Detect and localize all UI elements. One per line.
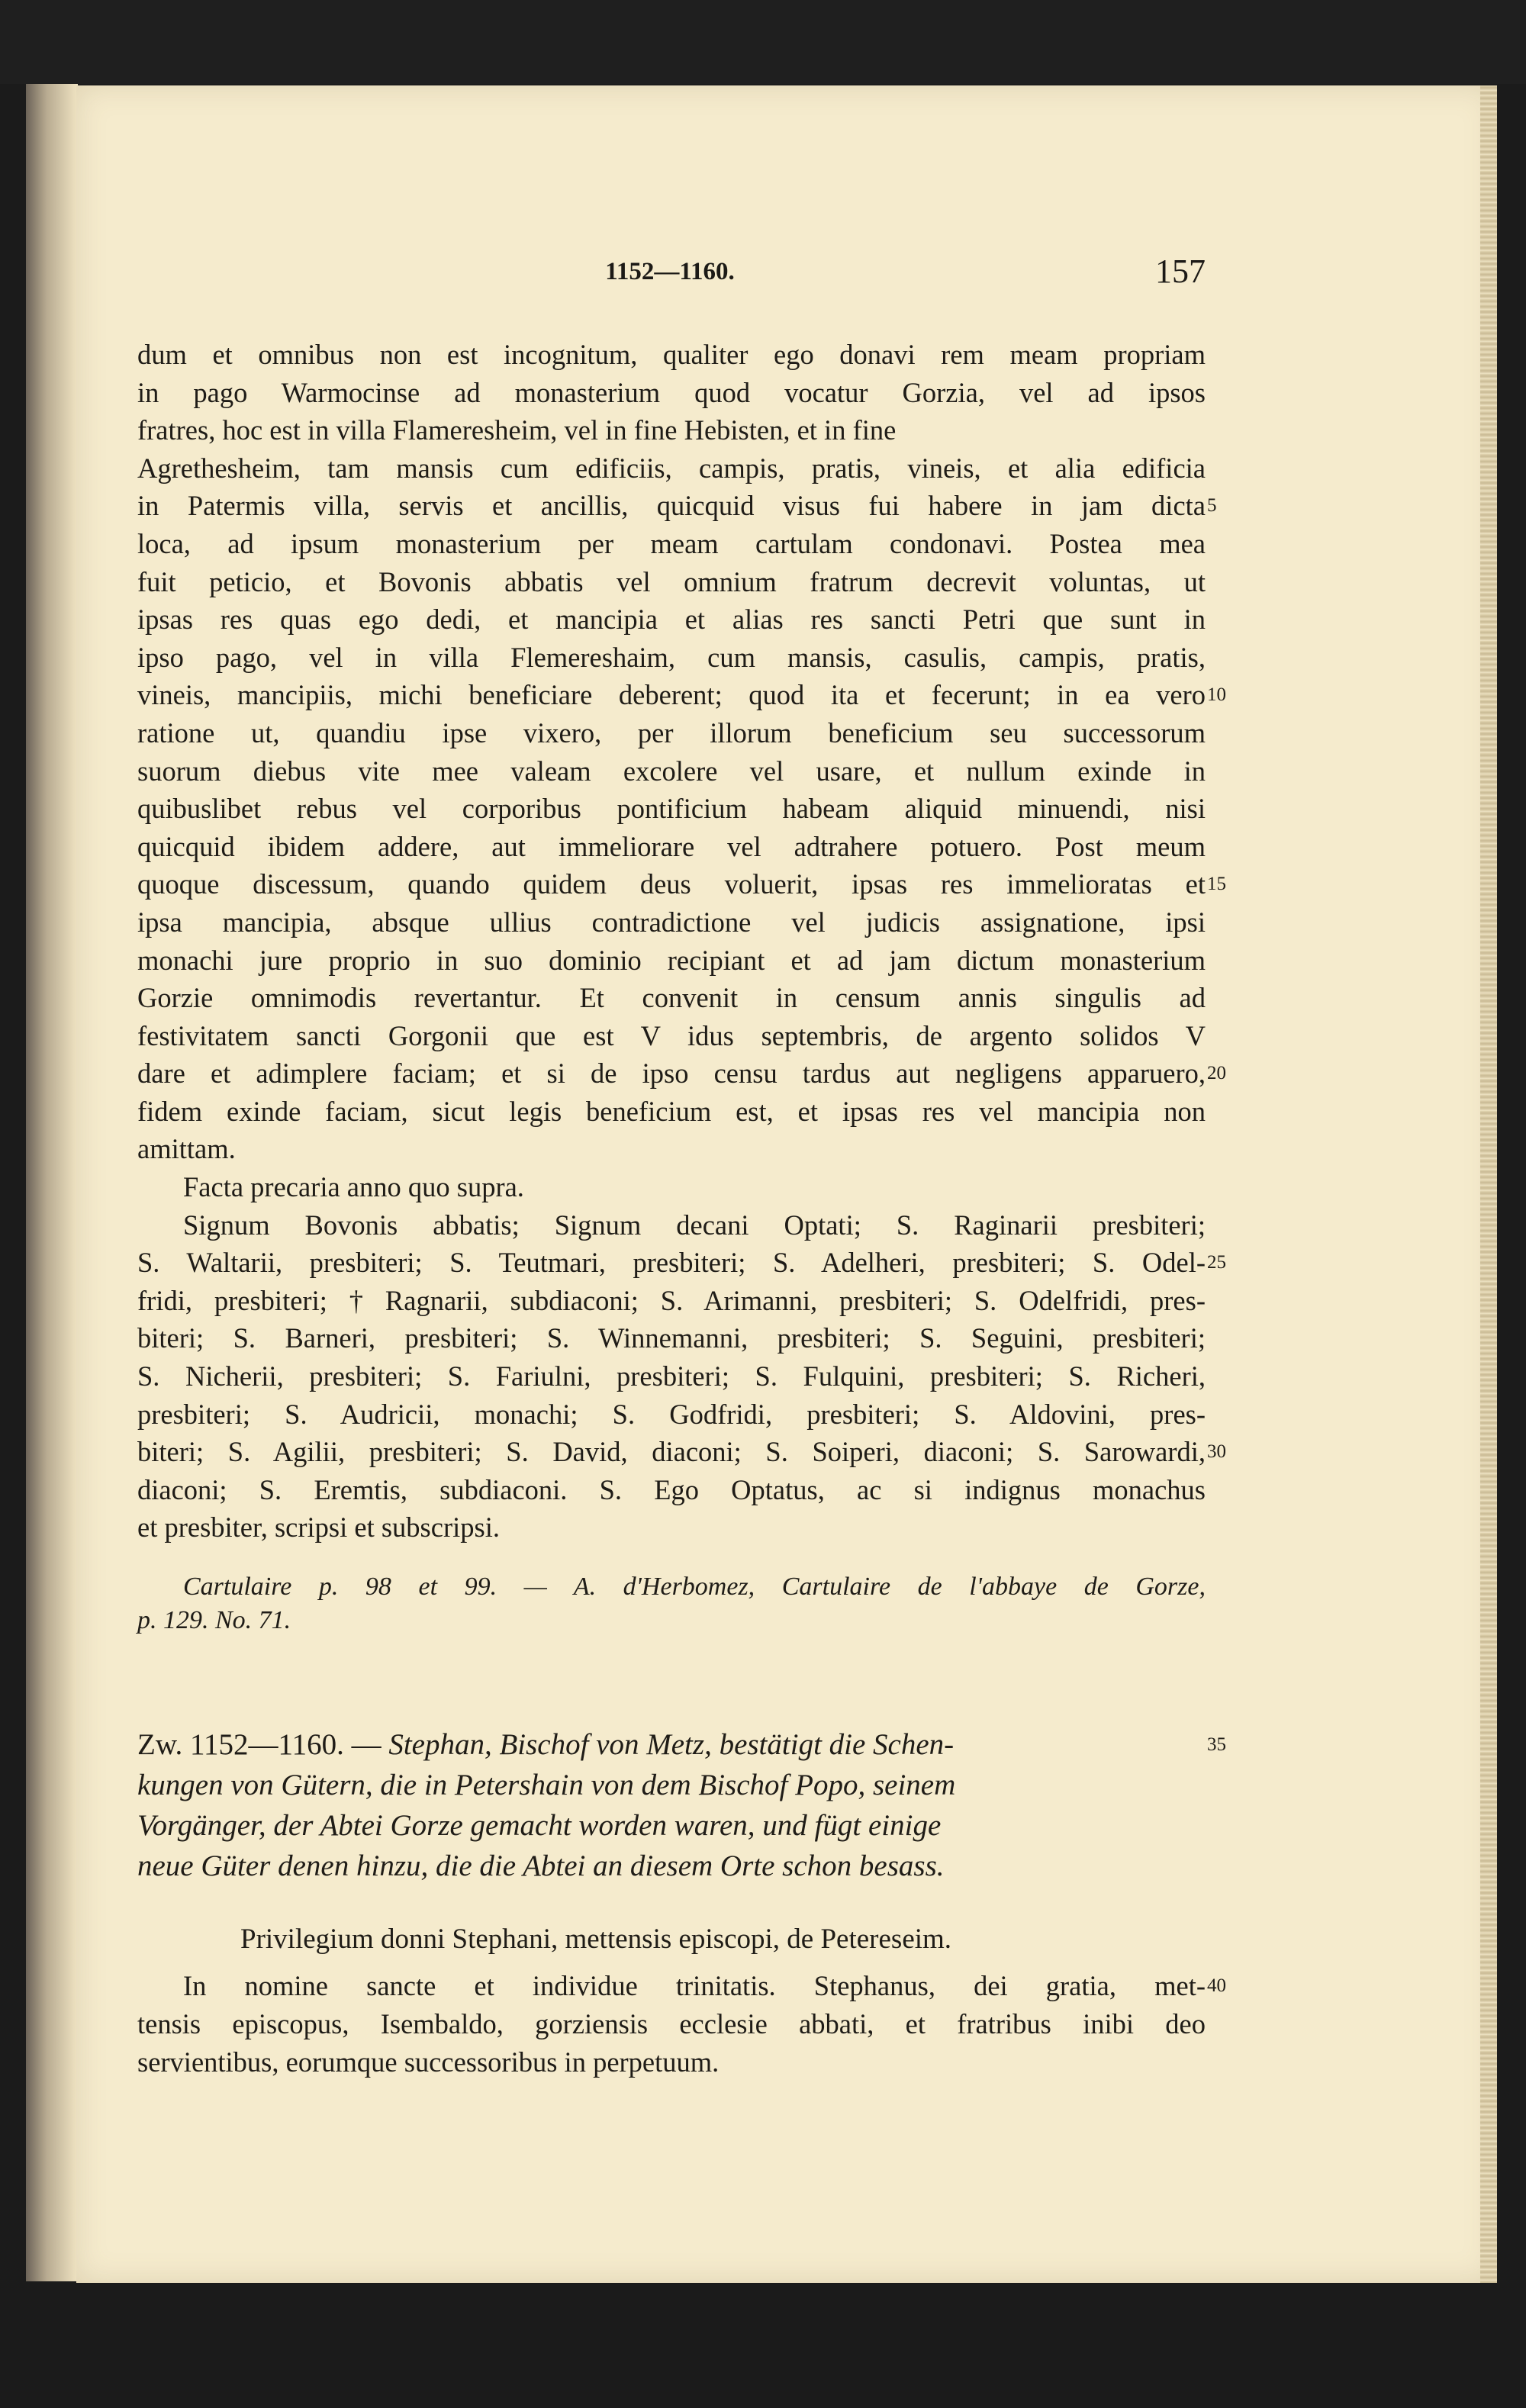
charter-text [137,336,1226,1547]
text-line [137,639,1206,677]
text-line [137,1396,1206,1434]
text-line [137,1471,1206,1509]
line-number: 40 [1207,1975,1226,1996]
text-line-text: amittam. [137,1133,236,1165]
text-line-text: Agrethesheim, tam mansis cum edificiis, campis, pratis, vineis, et alia edificia [137,452,1206,484]
text-line-text: et presbiter, scripsi et subscripsi. [137,1511,500,1544]
text-line-text: dare et adimplere faciam; et si de ipso censu tardus aut negligens apparuero, [137,1058,1206,1090]
text-line-text: biteri; S. Barneri, presbiteri; S. Winnemanni, presbiteri; S. Seguini, presbiteri; [137,1322,1206,1354]
line-number: 30 [1207,1441,1226,1463]
citation-line-text: Cartulaire p. 98 et 99. — A. d'Herbomez, Cartulaire de l'abbaye de Gorze, [183,1573,1206,1601]
charter-opening [137,1967,1226,2081]
text-line-text: S. Waltarii, presbiteri; S. Teutmari, presbiteri; S. Adelheri, presbiteri; S. Odel- [137,1247,1206,1279]
opening-line-text: tensis episcopus, Isembaldo, gorziensis ecclesie abbati, et fratribus inibi deo [137,2008,1206,2039]
text-line [137,942,1206,980]
citation-line [137,1604,1206,1637]
citation-line-text: p. 129. No. 71. [137,1606,291,1634]
text-line-text: ratione ut, quandiu ipse vixero, per illorum beneficium seu successorum [137,716,1206,748]
text-line-text: diaconi; S. Eremtis, subdiaconi. S. Ego Optatus, ac si indignus monachus [137,1473,1206,1505]
document-summary-line: neue Güter denen hinzu, die die Abtei an diesem Orte schon besass. [137,1849,945,1882]
text-line-text: fidem exinde faciam, sicut legis beneficium est, et ipsas res vel mancipia non [137,1095,1206,1127]
book-spine [26,84,78,2281]
text-line-text: Signum Bovonis abbatis; Signum decani Optati; S. Raginarii presbiteri; [183,1209,1206,1241]
opening-line-text: servientibus, eorumque successoribus in perpetuum. [137,2046,720,2078]
text-line [137,676,1226,714]
text-line [137,336,1206,374]
text-line [137,903,1206,942]
text-line-text: ipsa mancipia, absque ullius contradictione vel judicis assignatione, ipsi [137,906,1206,938]
opening-line [137,1967,1226,2005]
document-date: 1152—1160. — [189,1728,382,1761]
text-line-text: monachi jure proprio in suo dominio recipiant et ad jam dictum monasterium [137,944,1206,976]
document-header [137,1724,1226,1886]
text-line-text: quoque discessum, quando quidem deus voluerit, ipsas res immelioratas et [137,868,1206,900]
text-line-text: presbiteri; S. Audricii, monachi; S. Godfridi, presbiteri; S. Aldovini, pres- [137,1398,1206,1430]
document-summary-line: Vorgänger, der Abtei Gorze gemacht worden waren, und fügt einige [137,1809,942,1842]
text-line [137,449,1206,488]
text-line-text: dum et omnibus non est incognitum, qualiter ego donavi rem meam propriam [137,339,1206,370]
text-line [137,600,1206,639]
opening-line [137,2043,1206,2081]
text-line [137,487,1217,525]
text-line-text: biteri; S. Agilii, presbiteri; S. David, diaconi; S. Soiperi, diaconi; S. Sarowardi, [137,1436,1206,1468]
text-line-text: vineis, mancipiis, michi beneficiare deberent; quod ita et fecerunt; in ea vero [137,679,1206,711]
running-head [0,252,1526,298]
text-line-text: loca, ad ipsum monasterium per meam cartulam condonavi. Postea mea [137,527,1206,559]
line-number: 15 [1207,874,1226,895]
line-number: 5 [1207,495,1217,517]
text-line-text: ipsas res quas ego dedi, et mancipia et alias res sancti Petri que sunt in [137,604,1206,636]
text-line-text: in Patermis villa, servis et ancillis, quicquid visus fui habere in jam dicta [137,490,1206,522]
text-line-text: festivitatem sancti Gorgonii que est V idus septembris, de argento solidos V [137,1019,1206,1051]
text-line [137,790,1206,828]
document-summary-line: kungen von Gütern, die in Petershain von dem Bischof Popo, seinem [137,1769,956,1801]
text-line-text: fuit peticio, et Bovonis abbatis vel omnium fratrum decrevit voluntas, ut [137,565,1206,597]
text-line-text: Facta precaria anno quo supra. [183,1171,524,1203]
text-line [137,411,1206,449]
text-line [137,1093,1206,1131]
text-line [137,865,1226,903]
citation-line [137,1570,1206,1604]
text-line-text: Gorzie omnimodis revertantur. Et convenit in censum annis singulis ad [137,982,1206,1014]
scan-background [0,0,1526,84]
text-line-text: S. Nicherii, presbiteri; S. Fariulni, presbiteri; S. Fulquini, presbiteri; S. Richeri, [137,1360,1206,1392]
text-line-text: in pago Warmocinse ad monasterium quod vocatur Gorzia, vel ad ipsos [137,376,1206,408]
text-line [137,1319,1206,1357]
text-line [137,828,1206,866]
page-number: 157 [1155,253,1206,290]
text-line-text: fratres, hoc est in villa Flameresheim, vel in fine Hebisten, et in fine [137,414,897,446]
document-header-line-1 [137,1724,1226,1765]
text-line [137,1433,1226,1471]
text-line [137,1282,1206,1320]
line-number: 20 [1207,1063,1226,1084]
text-line [137,1017,1206,1055]
text-line-text: quibuslibet rebus vel corporibus pontificium habeam aliquid minuendi, nisi [137,793,1206,825]
text-line [137,563,1206,601]
document-summary-start: Stephan, Bischof von Metz, bestätigt die Schen- [388,1728,955,1761]
text-line [137,714,1206,752]
document-header-line-4 [137,1846,1206,1886]
document-header-line-3 [137,1805,1206,1846]
line-number: 25 [1207,1252,1226,1273]
text-line [137,1130,1206,1168]
document-header-line-2 [137,1765,1206,1805]
opening-line-text: In nomine sancte et individue trinitatis. Stephanus, dei gratia, met- [183,1970,1206,2001]
page-edge [1480,85,1497,2283]
text-line-text: quicquid ibidem addere, aut immeliorare vel adtrahere potuero. Post meum [137,830,1206,862]
text-line [137,1054,1226,1093]
text-line [137,752,1206,790]
citation [137,1570,1206,1637]
text-line-text: suorum diebus vite mee valeam excolere vel usare, et nullum exinde in [137,755,1206,787]
text-line [137,979,1206,1017]
rubric: Privilegium donni Stephani, mettensis episcopi, de Petereseim. [240,1924,952,1955]
document-prefix: Zw. [137,1728,183,1761]
text-line-text: fridi, presbiteri; † Ragnarii, subdiaconi; S. Arimanni, presbiteri; S. Odelfridi, pres- [137,1284,1206,1316]
text-line [137,374,1206,412]
text-line [137,1168,1206,1206]
text-line [137,1244,1226,1282]
line-number: 35 [1207,1734,1226,1755]
text-line [137,525,1206,563]
text-line [137,1357,1206,1396]
line-number: 10 [1207,684,1226,706]
text-line [137,1206,1206,1244]
running-head-title: 1152—1160. [605,258,735,285]
text-line-text: ipso pago, vel in villa Flemereshaim, cum mansis, casulis, campis, pratis, [137,641,1206,673]
opening-line [137,2005,1206,2043]
text-line [137,1508,1206,1547]
